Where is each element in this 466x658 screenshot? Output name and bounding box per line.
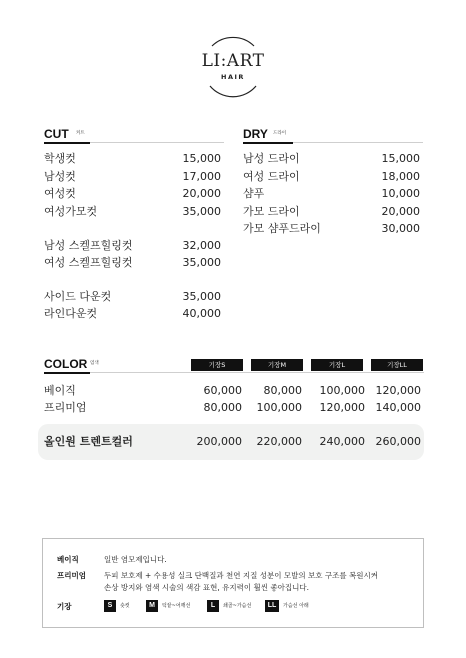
dry-item	[243, 169, 420, 185]
cut-subtitle: 커트	[76, 131, 85, 136]
info-basic-text: 일반 염모제입니다.	[104, 555, 167, 564]
item-name: 남성컷	[44, 170, 76, 183]
cut-item	[44, 255, 221, 271]
length-header-m: 기장M	[251, 359, 303, 371]
allin-price: 260,000	[375, 435, 421, 448]
item-price: 32,000	[182, 239, 221, 252]
cut-item	[44, 289, 221, 305]
item-price: 10,000	[381, 187, 420, 200]
cut-item	[44, 238, 221, 254]
dry-section-header	[243, 127, 423, 143]
item-name: 사이드 다운컷	[44, 290, 112, 303]
item-price: 20,000	[182, 187, 221, 200]
item-name: 남성 스켈프힐링컷	[44, 239, 133, 252]
item-name: 여성가모컷	[44, 205, 98, 218]
legend-key: M	[146, 600, 158, 612]
color-row-name: 베이직	[44, 384, 76, 397]
logo-subtitle: HAIR	[221, 73, 245, 81]
item-name: 여성 드라이	[243, 170, 300, 183]
color-price: 100,000	[319, 384, 365, 397]
legend-text: 쇄골~가슴선	[223, 603, 252, 609]
item-price: 17,000	[182, 170, 221, 183]
color-price: 80,000	[203, 401, 242, 414]
legend-text: 숏컷	[120, 603, 130, 609]
color-price: 120,000	[375, 384, 421, 397]
item-name: 여성컷	[44, 187, 76, 200]
info-premium-text: 두피 보호제 + 수용성 실크 단백질과 천연 지질 성분이 모발의 보호 구조를 복원시켜	[104, 571, 378, 580]
item-price: 35,000	[182, 205, 221, 218]
legend-key: S	[104, 600, 116, 612]
color-title: COLOR	[44, 357, 88, 371]
cut-title: CUT	[44, 127, 69, 141]
legend-text: 가슴선 아래	[283, 603, 309, 609]
dry-item	[243, 186, 420, 202]
item-name: 여성 스켈프힐링컷	[44, 256, 133, 269]
color-price: 80,000	[263, 384, 302, 397]
item-price: 35,000	[182, 256, 221, 269]
item-price: 20,000	[381, 205, 420, 218]
allin-price: 240,000	[319, 435, 365, 448]
item-price: 18,000	[381, 170, 420, 183]
dry-subtitle: 드라이	[273, 131, 287, 136]
color-row-name: 프리미엄	[44, 401, 87, 414]
length-header-ll: 기장LL	[371, 359, 423, 371]
cut-section-header	[44, 127, 224, 143]
dry-item	[243, 221, 420, 237]
cut-item	[44, 204, 221, 220]
info-length-label: 기장	[57, 602, 72, 611]
dry-title: DRY	[243, 127, 268, 141]
brand-logo	[198, 32, 268, 102]
item-name: 남성 드라이	[243, 152, 300, 165]
cut-item	[44, 169, 221, 185]
color-price: 100,000	[256, 401, 302, 414]
item-name: 라인다운컷	[44, 307, 98, 320]
item-price: 40,000	[182, 307, 221, 320]
legend-text: 턱끝~어깨선	[162, 603, 191, 609]
color-subtitle: 염색	[90, 361, 99, 366]
item-price: 30,000	[381, 222, 420, 235]
cut-item	[44, 306, 221, 322]
item-price: 35,000	[182, 290, 221, 303]
info-premium-label: 프리미엄	[57, 571, 86, 580]
legend-key: LL	[265, 600, 279, 612]
item-name: 샴푸	[243, 187, 265, 200]
item-price: 15,000	[182, 152, 221, 165]
allin-row-name: 올인원 트렌트컬러	[44, 435, 133, 448]
length-header-s: 기장S	[191, 359, 243, 371]
cut-item	[44, 186, 221, 202]
info-premium-text: 손상 방지와 염색 시술의 색감 표현, 유지력이 훨씬 좋아집니다.	[104, 583, 309, 592]
color-price: 120,000	[319, 401, 365, 414]
item-name: 가모 샴푸드라이	[243, 222, 321, 235]
dry-item	[243, 151, 420, 167]
item-price: 15,000	[381, 152, 420, 165]
logo-wordmark: LI:ART	[201, 51, 265, 71]
legend-key: L	[207, 600, 219, 612]
cut-item	[44, 151, 221, 167]
item-name: 가모 드라이	[243, 205, 300, 218]
info-box	[42, 538, 424, 628]
dry-item	[243, 204, 420, 220]
info-basic-label: 베이직	[57, 555, 79, 564]
allin-price: 220,000	[256, 435, 302, 448]
item-name: 학생컷	[44, 152, 76, 165]
color-price: 140,000	[375, 401, 421, 414]
color-price: 60,000	[203, 384, 242, 397]
allin-price: 200,000	[196, 435, 242, 448]
length-header-l: 기장L	[311, 359, 363, 371]
